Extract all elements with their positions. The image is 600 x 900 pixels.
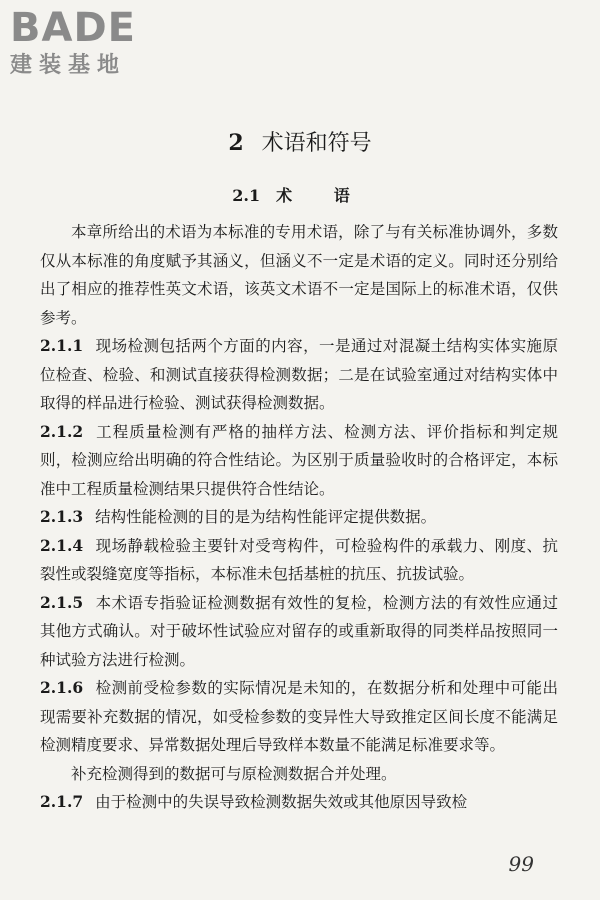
clause-number: 2.1.7 bbox=[40, 792, 84, 811]
clause-2-1-1 bbox=[40, 332, 558, 418]
supplement-paragraph: 补充检测得到的数据可与原检测数据合并处理。 bbox=[71, 764, 397, 783]
clause-number: 2.1.6 bbox=[40, 678, 84, 697]
clause-number: 2.1.4 bbox=[40, 535, 84, 555]
intro-paragraph: 本章所给出的术语为本标准的专用术语，除了与有关标准协调外，多数仅从本标准的角度赋予其涵义，但涵义不一定是术语的定义。同时还分别给出了相应的推荐性英文术语，该英文术语不一定是国际上的标准术语，仅供参考。 bbox=[40, 223, 558, 327]
clause-text: 本术语专指验证检测数据有效性的复检，检测方法的有效性应通过其他方式确认。对于破坏性试验应对留存的或重新取得的同类样品按照同一种试验方法进行检测。 bbox=[40, 593, 558, 669]
clause-number: 2.1.1 bbox=[40, 336, 84, 355]
clause-2-1-6 bbox=[40, 674, 558, 760]
section-title bbox=[0, 184, 600, 208]
clause-number: 2.1.3 bbox=[40, 507, 84, 526]
section-name: 术 语 bbox=[276, 186, 368, 205]
body-text bbox=[40, 218, 558, 817]
logo-subtitle: 建装基地 bbox=[10, 53, 127, 78]
logo bbox=[10, 6, 180, 86]
section-number: 2.1 bbox=[232, 186, 261, 205]
clause-2-1-2 bbox=[40, 418, 558, 504]
chapter-name: 术语和符号 bbox=[261, 131, 372, 156]
clause-text: 结构性能检测的目的是为结构性能评定提供数据。 bbox=[95, 508, 437, 526]
clause-2-1-5 bbox=[40, 589, 558, 675]
chapter-number: 2 bbox=[228, 130, 244, 156]
page-number: 99 bbox=[508, 852, 534, 876]
clause-2-1-7 bbox=[40, 788, 558, 817]
clause-number: 2.1.2 bbox=[40, 421, 84, 441]
clause-2-1-4 bbox=[40, 532, 558, 589]
clause-text: 现场静载检验主要针对受弯构件，可检验构件的承载力、刚度、抗裂性或裂缝宽度等指标，本标准未包括基桩的抗压、抗拔试验。 bbox=[40, 536, 558, 583]
clause-text: 由于检测中的失误导致检测数据失效或其他原因导致检 bbox=[95, 793, 468, 811]
clause-text: 现场检测包括两个方面的内容，一是通过对混凝土结构实体实施原位检查、检验、和测试直接获得检测数据；二是在试验室通过对结构实体中取得的样品进行检验、测试获得检测数据。 bbox=[40, 337, 558, 412]
clause-number: 2.1.5 bbox=[40, 592, 84, 612]
clause-text: 工程质量检测有严格的抽样方法、检测方法、评价指标和判定规则，检测应给出明确的符合性结论。为区别于质量验收时的合格评定，本标准中工程质量检测结果只提供符合性结论。 bbox=[40, 422, 558, 498]
logo-mark: BADE bbox=[10, 5, 136, 51]
clause-text: 检测前受检参数的实际情况是未知的，在数据分析和处理中可能出现需要补充数据的情况，如受检参数的变异性大导致推定区间长度不能满足检测精度要求、异常数据处理后导致样本数量不能满足标准要求等。 bbox=[40, 679, 558, 754]
clause-2-1-3 bbox=[40, 503, 558, 532]
chapter-title bbox=[0, 128, 600, 159]
